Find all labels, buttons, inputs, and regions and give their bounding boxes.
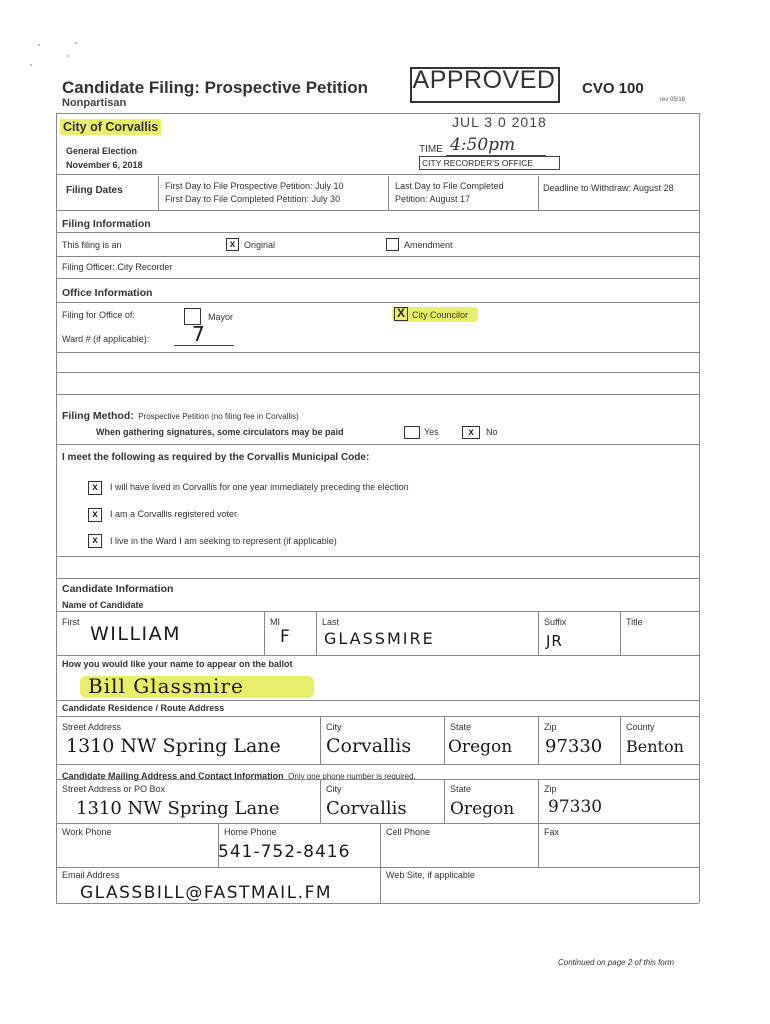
divider bbox=[538, 176, 539, 210]
work-phone-label: Work Phone bbox=[62, 827, 112, 837]
divider bbox=[620, 716, 621, 764]
divider bbox=[158, 176, 159, 210]
mail-city-label: City bbox=[326, 784, 342, 794]
zip-value: 97330 bbox=[545, 736, 603, 757]
last-day-completed: Last Day to File Completed bbox=[395, 181, 504, 191]
divider bbox=[56, 556, 699, 557]
street-label: Street Address bbox=[62, 722, 122, 732]
mayor-label: Mayor bbox=[208, 312, 234, 322]
requirement-3-checkbox[interactable]: x bbox=[88, 534, 102, 548]
candidate-info-heading: Candidate Information bbox=[62, 583, 174, 595]
divider bbox=[56, 444, 699, 445]
stamp-date: JUL 3 0 2018 bbox=[452, 114, 547, 130]
stamp-time-value: 4:50pm bbox=[450, 135, 516, 155]
filing-dates-label: Filing Dates bbox=[66, 185, 123, 196]
ward-label: Ward # (if applicable): bbox=[62, 334, 150, 344]
councilor-label: City Councilor bbox=[412, 310, 469, 320]
county-label: County bbox=[626, 722, 655, 732]
yes-label: Yes bbox=[424, 427, 439, 437]
first-name-value: WILLIAM bbox=[90, 623, 182, 645]
requirement-1-checkbox[interactable]: x bbox=[88, 481, 102, 495]
mailing-heading: Candidate Mailing Address and Contact Information bbox=[62, 771, 284, 781]
requirement-1-text: I will have lived in Corvallis for one year immediately preceding the election bbox=[110, 482, 409, 492]
mailing-note: Only one phone number is required. bbox=[288, 772, 416, 781]
email-value: GLASSBILL@FASTMAIL.FM bbox=[80, 883, 333, 903]
divider bbox=[320, 716, 321, 764]
no-label: No bbox=[486, 427, 498, 437]
form-title: Candidate Filing: Prospective Petition bbox=[62, 78, 369, 97]
website-label: Web Site, if applicable bbox=[386, 870, 475, 880]
divider bbox=[56, 611, 699, 612]
continued-note: Continued on page 2 of this form bbox=[558, 958, 675, 967]
suffix-value: JR bbox=[546, 632, 563, 650]
divider bbox=[56, 716, 699, 717]
original-checkbox[interactable]: x bbox=[226, 238, 239, 251]
divider bbox=[56, 302, 699, 303]
stamp-office: CITY RECORDER'S OFFICE bbox=[419, 156, 560, 170]
mailing-heading-row bbox=[62, 766, 416, 784]
mail-street-label: Street Address or PO Box bbox=[62, 784, 166, 794]
divider bbox=[56, 655, 699, 656]
divider bbox=[56, 174, 699, 175]
residence-heading: Candidate Residence / Route Address bbox=[62, 703, 225, 713]
mail-state-label: State bbox=[450, 784, 472, 794]
divider bbox=[56, 113, 699, 114]
requirement-2-text: I am a Corvallis registered voter bbox=[110, 509, 238, 519]
divider bbox=[56, 372, 699, 373]
paid-question: When gathering signatures, some circulators may be paid bbox=[96, 427, 344, 437]
suffix-label: Suffix bbox=[544, 617, 567, 627]
stamp-time-label: TIME bbox=[419, 144, 443, 155]
cell-phone-label: Cell Phone bbox=[386, 827, 431, 837]
divider bbox=[444, 779, 445, 823]
divider bbox=[56, 232, 699, 233]
ward-value: 7 bbox=[192, 322, 205, 346]
filing-method-detail: Prospective Petition (no filing fee in Corvallis) bbox=[138, 412, 299, 421]
last-name-value: GLASSMIRE bbox=[324, 629, 435, 648]
street-value: 1310 NW Spring Lane bbox=[66, 735, 281, 757]
this-filing-label: This filing is an bbox=[62, 240, 122, 250]
divider bbox=[56, 867, 699, 868]
title-label: Title bbox=[626, 617, 643, 627]
first-day-prospective: First Day to File Prospective Petition: July 10 bbox=[165, 181, 344, 191]
home-phone-value: 541-752-8416 bbox=[218, 842, 351, 862]
filing-method-heading: Filing Method: bbox=[62, 410, 134, 422]
mi-label: MI bbox=[270, 617, 280, 627]
divider bbox=[56, 823, 699, 824]
divider bbox=[316, 611, 317, 655]
ballot-name-value: Bill Glassmire bbox=[88, 674, 244, 698]
last-name-label: Last bbox=[322, 617, 340, 627]
divider bbox=[56, 210, 699, 211]
mail-state-value: Oregon bbox=[450, 799, 515, 819]
city-value: Corvallis bbox=[326, 735, 412, 757]
divider bbox=[620, 611, 621, 655]
email-label: Email Address bbox=[62, 870, 120, 880]
filing-method-row bbox=[62, 406, 299, 424]
first-name-label: First bbox=[62, 617, 80, 627]
requirement-3-text: I live in the Ward I am seeking to represent (if applicable) bbox=[110, 536, 337, 546]
divider bbox=[56, 764, 699, 765]
divider bbox=[56, 779, 699, 780]
state-value: Oregon bbox=[448, 737, 513, 757]
divider bbox=[56, 700, 699, 701]
mail-city-value: Corvallis bbox=[326, 798, 407, 819]
office-info-heading: Office Information bbox=[62, 287, 153, 299]
election-date: November 6, 2018 bbox=[66, 160, 143, 170]
zip-label: Zip bbox=[544, 722, 557, 732]
divider bbox=[264, 611, 265, 655]
divider bbox=[388, 176, 389, 210]
election-type: General Election bbox=[66, 146, 138, 156]
divider bbox=[538, 823, 539, 867]
mail-street-value: 1310 NW Spring Lane bbox=[76, 798, 280, 819]
first-day-completed: First Day to File Completed Petition: July 30 bbox=[165, 194, 341, 204]
no-checkbox[interactable]: x bbox=[462, 426, 480, 439]
amendment-label: Amendment bbox=[404, 240, 453, 250]
form-revision: rev 05/18 bbox=[660, 97, 686, 103]
home-phone-label: Home Phone bbox=[224, 827, 277, 837]
requirement-2-checkbox[interactable]: x bbox=[88, 508, 102, 522]
divider bbox=[380, 867, 381, 903]
filing-for-label: Filing for Office of: bbox=[62, 310, 135, 320]
state-label: State bbox=[450, 722, 472, 732]
city-label: City bbox=[326, 722, 342, 732]
form-subtitle: Nonpartisan bbox=[62, 97, 127, 109]
divider bbox=[538, 779, 539, 823]
divider bbox=[56, 256, 699, 257]
councilor-checkbox[interactable]: X bbox=[394, 307, 408, 321]
frame-right bbox=[699, 113, 700, 903]
divider bbox=[56, 352, 699, 353]
deadline-withdraw: Deadline to Withdraw: August 28 bbox=[543, 183, 674, 193]
divider bbox=[444, 716, 445, 764]
mail-zip-label: Zip bbox=[544, 784, 557, 794]
mail-zip-value: 97330 bbox=[548, 797, 603, 817]
jurisdiction: City of Corvallis bbox=[60, 119, 161, 135]
approved-stamp: APPROVED bbox=[412, 66, 556, 94]
county-value: Benton bbox=[626, 737, 684, 756]
form-code: CVO 100 bbox=[582, 80, 644, 97]
filing-info-heading: Filing Information bbox=[62, 218, 151, 230]
divider bbox=[538, 716, 539, 764]
yes-checkbox[interactable] bbox=[404, 426, 420, 439]
ward-underline bbox=[174, 345, 234, 346]
divider bbox=[320, 779, 321, 823]
ballot-question: How you would like your name to appear on the ballot bbox=[62, 659, 293, 669]
filing-officer: Filing Officer: City Recorder bbox=[62, 262, 173, 272]
divider bbox=[380, 823, 381, 867]
divider bbox=[56, 578, 699, 579]
requirements-heading: I meet the following as required by the Corvallis Municipal Code: bbox=[62, 452, 370, 463]
divider bbox=[56, 278, 699, 279]
last-day-completed-date: Petition: August 17 bbox=[395, 194, 471, 204]
original-label: Original bbox=[244, 240, 276, 250]
name-heading: Name of Candidate bbox=[62, 600, 144, 610]
divider bbox=[56, 903, 699, 904]
amendment-checkbox[interactable] bbox=[386, 238, 399, 251]
fax-label: Fax bbox=[544, 827, 560, 837]
mi-value: F bbox=[280, 627, 290, 647]
divider bbox=[538, 611, 539, 655]
divider bbox=[56, 394, 699, 395]
